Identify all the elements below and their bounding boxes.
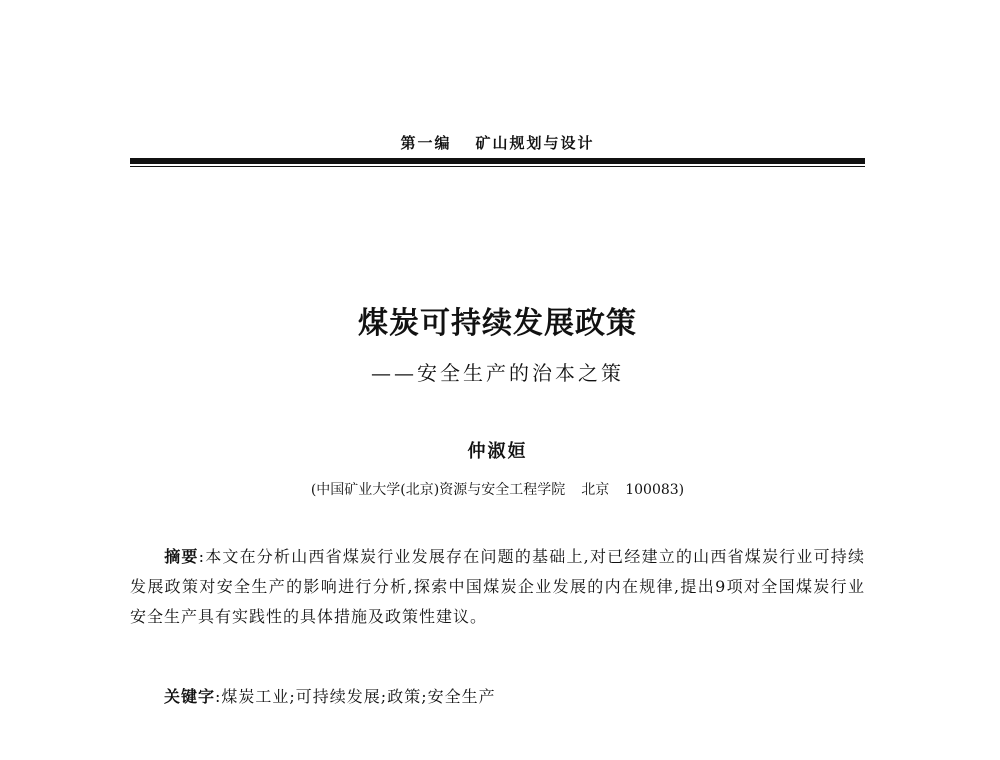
paper-subtitle: ——安全生产的治本之策 bbox=[371, 361, 624, 385]
running-head bbox=[130, 132, 865, 153]
header-rule-thick bbox=[130, 158, 865, 164]
affiliation-city: 北京 bbox=[581, 482, 610, 498]
running-head-section: 矿山规划与设计 bbox=[475, 134, 595, 152]
keywords-separator: : bbox=[215, 687, 222, 706]
affiliation-postcode: 100083) bbox=[625, 482, 685, 498]
paper-title: 煤炭可持续发展政策 bbox=[358, 306, 637, 341]
abstract-label: 摘要 bbox=[164, 547, 199, 566]
author-affiliation bbox=[130, 479, 865, 499]
abstract-paragraph bbox=[130, 542, 865, 632]
affiliation-institution: (中国矿业大学(北京)资源与安全工程学院 bbox=[310, 482, 566, 498]
keywords bbox=[130, 684, 865, 707]
keywords-label: 关键字 bbox=[164, 687, 216, 706]
abstract bbox=[130, 542, 865, 632]
abstract-separator: : bbox=[198, 547, 205, 566]
keywords-text: 煤炭工业;可持续发展;政策;安全生产 bbox=[221, 687, 496, 706]
abstract-text: 本文在分析山西省煤炭行业发展存在问题的基础上,对已经建立的山西省煤炭行业可持续发展政策对安全生产的影响进行分析,探索中国煤炭企业发展的内在规律,提出9项对全国煤炭行业安全生产具有实践性的具体措施及政策性建议。 bbox=[130, 547, 865, 626]
author-name: 仲淑姮 bbox=[467, 441, 528, 462]
running-head-part: 第一编 bbox=[400, 134, 452, 152]
header-rule-thin bbox=[130, 166, 865, 167]
